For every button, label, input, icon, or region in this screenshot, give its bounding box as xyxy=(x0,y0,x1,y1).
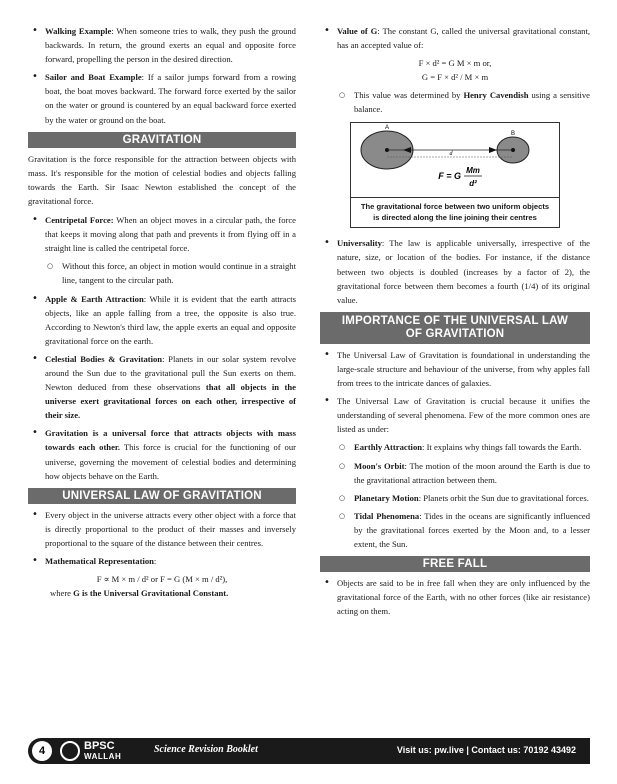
where-prefix: where xyxy=(50,588,74,599)
cavendish-suffix: using a sensitive balance. xyxy=(354,90,590,115)
contact-info: Visit us: pw.live | Contact us: 70192 43492 xyxy=(396,745,576,755)
right-column xyxy=(320,24,590,622)
math-label: Mathematical Representation xyxy=(45,556,154,566)
left-formula: F ∝ M × m / d² or F = G (M × m / d²), xyxy=(96,574,228,585)
centripetal-sub: ○ Without this force, an object in motion would continue in a straight line, tangent to the circular path. xyxy=(28,259,296,287)
apple-text: : While it is evident that the earth attracts objects, like an apple falling from a tree, the opposite is also true. According to Newton's third law, the apple exerts an equal and opposite gravitational force on the earth. xyxy=(45,293,297,346)
moons-orbit xyxy=(320,459,590,487)
importance-1: • The Universal Law of Gravitation is foundational in understanding the large-scale structure and behaviour of the universe, from why apples fall from trees to the intricate dances of galaxies. xyxy=(320,348,590,390)
moon-text: : The motion of the moon around the Earth is due to the gravitational attraction between them. xyxy=(354,460,590,485)
universal-force-label: Gravitation is a universal force that attracts objects with mass towards each other. xyxy=(45,428,296,453)
universality-label: Universality xyxy=(337,238,382,249)
where-line xyxy=(28,586,296,600)
logo-top: BPSC xyxy=(84,740,115,752)
importance-heading xyxy=(320,312,590,344)
math-colon: : xyxy=(153,556,157,566)
label-a: A xyxy=(384,125,390,132)
page-number: 4 xyxy=(32,741,52,761)
tidal-label: Tidal Phenomena xyxy=(354,510,420,521)
universality xyxy=(320,236,590,306)
formula-denominator: d² xyxy=(469,179,477,189)
cavendish-name: Henry Cavendish xyxy=(463,90,529,101)
centripetal-label: Centripetal Force: xyxy=(45,215,114,226)
planetary-motion xyxy=(320,491,590,505)
earthly-text: : It explains why things fall towards the Earth. xyxy=(422,442,582,453)
gravitation-heading: GRAVITATION xyxy=(28,132,296,148)
tidal-text: : Tides in the oceans are significantly influenced by the gravitational forces exerted by the Moon and, to a lesser extent, the Sun. xyxy=(354,510,590,549)
value-g-text: : The constant G, called the universal gravitational constant, has an accepted value of: xyxy=(337,26,590,51)
sailor-text: : If a sailor jumps forward from a rowing boat, the boat moves backward. The forward force exerted by the sailor on the water or ground is countered by an equal backward force exerted by the water or ground on the boat. xyxy=(45,72,297,125)
figure-caption: The gravitational force between two uniform objects is directed along the line joining their centres xyxy=(351,197,559,227)
centripetal-text: When an object moves in a circular path, the force that keeps it moving along that path and prevents it from flying off in a straight line is called the centripetal force. xyxy=(45,215,296,254)
importance-heading-line-1: IMPORTANCE OF THE UNIVERSAL LAW xyxy=(341,314,569,327)
importance-2: • The Universal Law of Gravitation is crucial because it unifies the understanding of several phenomena. Few of the more common ones are listed as under: xyxy=(320,394,590,436)
earthly-attraction xyxy=(320,440,590,454)
freefall-text: • Objects are said to be in free fall when they are only influenced by the gravitational force of the Earth, with no other forces (like air resistance) acting on them. xyxy=(320,576,590,618)
left-column xyxy=(28,24,296,600)
logo-bottom: WALLAH xyxy=(84,752,122,761)
gravitation-figure xyxy=(350,122,560,228)
sailor-example xyxy=(28,70,296,126)
formula-1: F × d² = G M × m or, xyxy=(418,58,492,69)
walking-example xyxy=(28,24,296,66)
label-d: d xyxy=(449,151,453,158)
math-representation xyxy=(28,554,296,568)
ulg-heading: UNIVERSAL LAW OF GRAVITATION xyxy=(28,488,296,504)
formula-numerator: Mm xyxy=(466,166,480,176)
formula-f-equals-g: F = G xyxy=(438,171,461,182)
celestial-label: Celestial Bodies & Gravitation xyxy=(45,353,163,364)
booklet-title: Science Revision Booklet xyxy=(154,744,258,755)
value-of-g xyxy=(320,24,590,52)
celestial-text: : Planets in our solar system revolve around the Sun due to the gravitational pull the Sun exerts on them. Newton deduced from these observations xyxy=(45,353,296,393)
footer-bar xyxy=(28,738,590,764)
celestial-bodies xyxy=(28,352,296,422)
cavendish-prefix: This value was determined by xyxy=(354,90,464,101)
logo-text xyxy=(84,740,121,761)
force-arrow-b xyxy=(489,147,497,153)
formula-2: G = F × d² / M × m xyxy=(421,72,489,83)
universality-text: : The law is applicable universally, irrespective of the nature, size, or location of the bodies. For instance, if the distance between two objects is doubled (increases by a factor of 2), the gravitational force between them becomes a fourth (1/4) of its original value. xyxy=(337,238,590,305)
tidal-phenomena xyxy=(320,509,590,551)
walking-label: Walking Example xyxy=(45,26,112,36)
sailor-label: Sailor and Boat Example xyxy=(45,72,142,83)
every-object: • Every object in the universe attracts every other object with a force that is directly proportional to the product of their masses and inversely proportional to the square of the distance between their centres. xyxy=(28,508,296,550)
gravitation-intro: Gravitation is the force responsible for the attraction between objects with mass. It's responsible for the motion of celestial bodies and objects falling towards the Earth. Sir Isaac Newton established the concept of the gravitational force. xyxy=(28,153,296,206)
label-b: B xyxy=(510,131,516,138)
universal-force xyxy=(28,426,296,482)
apple-label: Apple & Earth Attraction xyxy=(45,293,144,304)
earthly-label: Earthly Attraction xyxy=(354,442,423,453)
where-bold: G is the Universal Gravitational Constant. xyxy=(73,588,229,599)
planetary-text: : Planets orbit the Sun due to gravitational forces. xyxy=(418,492,589,503)
logo-mark-icon xyxy=(60,741,80,761)
universal-force-text: This force is crucial for the functioning of our universe, governing the movement of celestial bodies and determining how objects behave on the Earth. xyxy=(45,442,296,481)
freefall-heading: FREE FALL xyxy=(320,556,590,572)
planetary-label: Planetary Motion xyxy=(354,492,419,503)
cavendish-note xyxy=(320,88,590,116)
moon-label: Moon's Orbit xyxy=(354,460,405,471)
apple-earth xyxy=(28,292,296,348)
walking-text: : When someone tries to walk, they push the ground backwards. In return, the ground exerts an equal and opposite force forward, propelling the person in the desired direction. xyxy=(45,26,296,65)
celestial-bold-tail: that all objects in the universe exert gravitational forces on each other, irrespective of their size. xyxy=(45,382,296,421)
centripetal-force xyxy=(28,213,296,255)
value-g-label: Value of G xyxy=(337,26,378,36)
figure-diagram xyxy=(351,123,559,197)
importance-heading-line-2: OF GRAVITATION xyxy=(405,327,505,340)
